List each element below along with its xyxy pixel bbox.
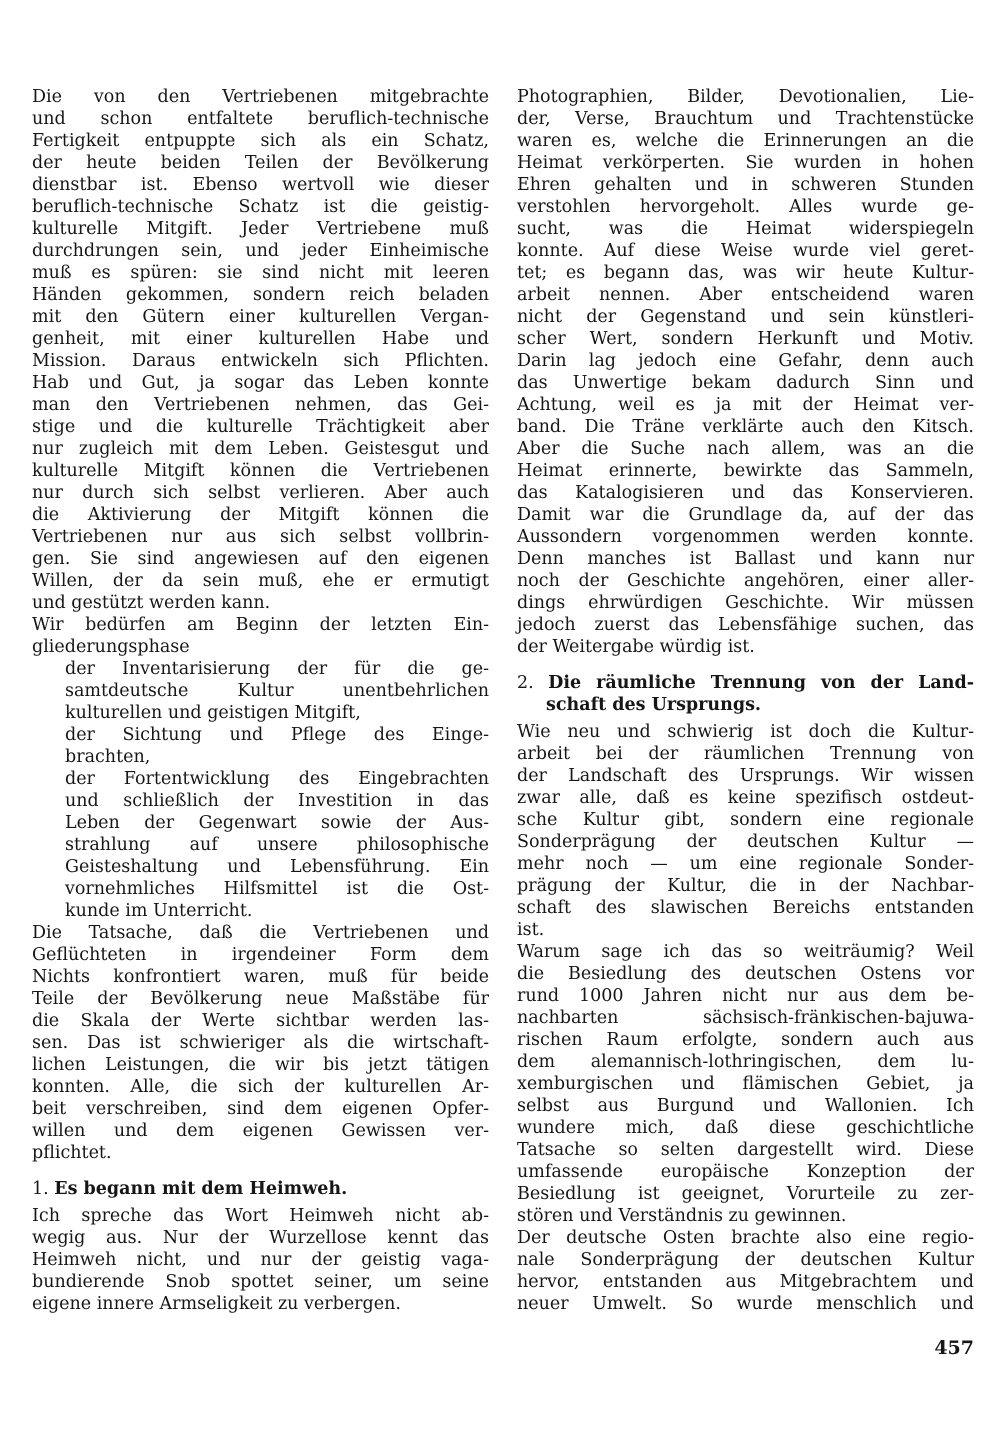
text-line: gliederungsphase — [32, 637, 190, 657]
text-line: hervor, entstanden aus Mitgebrachtem und — [517, 1272, 974, 1292]
text-line: dem alemannisch-lothringischen, dem lu- — [517, 1052, 974, 1072]
paragraph — [32, 922, 489, 1164]
text-line: jedoch zuerst das Lebensfähige suchen, das — [517, 615, 974, 635]
text-line: umfassende europäische Konzeption der — [517, 1162, 974, 1182]
text-line: mehr noch — um eine regionale Sonder- — [517, 854, 974, 874]
text-line: noch der Geschichte angehören, einer aller- — [517, 571, 974, 591]
text-line: konnte. Auf diese Weise wurde viel geret- — [517, 241, 974, 261]
heading-text: schaft des Ursprungs. — [546, 695, 762, 715]
text-line: bundierende Snob spottet seiner, um seine — [32, 1272, 489, 1292]
text-line: Nichts konfrontiert waren, muß für beide — [32, 967, 489, 987]
text-line: vornehmliches Hilfsmittel ist die Ost- — [65, 879, 489, 899]
text-line: Der deutsche Osten brachte also eine regio- — [517, 1228, 974, 1248]
text-line: kulturellen und geistigen Mitgift, — [65, 703, 361, 723]
text-line: Hab und Gut, ja sogar das Leben konnte — [32, 373, 489, 393]
text-line: nicht der Gegenstand und sein künstleri- — [517, 307, 974, 327]
heading-text: Die räumliche Trennung von der Land- — [548, 673, 974, 693]
text-line: Ich spreche das Wort Heimweh nicht ab- — [32, 1206, 489, 1226]
text-line: scher Wert, sondern Herkunft und Motiv. — [517, 329, 974, 349]
text-line — [32, 1178, 489, 1200]
paragraph — [517, 86, 974, 658]
text-line: das Unwertige bekam dadurch Sinn und — [517, 373, 974, 393]
text-line: nur durch sich selbst verlieren. Aber auch — [32, 483, 489, 503]
text-line: arbeit bei der räumlichen Trennung von — [517, 744, 974, 764]
text-line: nur zugleich mit dem Leben. Geistesgut und — [32, 439, 489, 459]
text-line: waren es, welche die Erinnerungen an die — [517, 131, 974, 151]
text-line: prägung der Kultur, die in der Nachbar- — [517, 876, 974, 896]
text-line: Fertigkeit entpuppte sich als ein Schatz, — [32, 131, 489, 151]
text-line: sucht, was die Heimat widerspiegeln — [517, 219, 974, 239]
text-line: der heute beiden Teilen der Bevölkerung — [32, 153, 489, 173]
text-line: kunde im Unterricht. — [65, 901, 253, 921]
text-line: neuer Umwelt. So wurde menschlich und — [517, 1294, 974, 1314]
text-line: zwar alle, daß es keine spezifisch ostdeut- — [517, 788, 974, 808]
text-line: wundere mich, daß diese geschichtliche — [517, 1118, 974, 1138]
text-line: beit verschreiben, sind dem eigenen Opfer- — [32, 1099, 489, 1119]
paragraph — [32, 1205, 489, 1315]
text-line: dings ehrwürdigen Geschichte. Wir müssen — [517, 593, 974, 613]
text-line: mit den Gütern einer kulturellen Vergan- — [32, 307, 489, 327]
text-line: band. Die Träne verklärte auch den Kitsch. — [517, 417, 974, 437]
text-line: der Fortentwicklung des Eingebrachten — [65, 769, 489, 789]
text-line: Teile der Bevölkerung neue Maßstäbe für — [32, 989, 489, 1009]
text-line: Damit war die Grundlage da, auf der das — [517, 505, 974, 525]
text-line: Aber die Suche nach allem, was an die — [517, 439, 974, 459]
text-line: verstohlen hervorgeholt. Alles wurde ge- — [517, 197, 974, 217]
text-line: durchdrungen sein, und jeder Einheimische — [32, 241, 489, 261]
text-line: stige und die kulturelle Trächtigkeit aber — [32, 417, 489, 437]
text-line: arbeit nennen. Aber entscheidend waren — [517, 285, 974, 305]
text-line: willen und dem eigenen Gewissen ver- — [32, 1121, 489, 1141]
paragraph — [32, 86, 489, 614]
text-line: Aussondern vorgenommen werden konnte. — [517, 527, 974, 547]
text-line: Geisteshaltung und Lebensführung. Ein — [65, 857, 489, 877]
text-line: rund 1000 Jahren nicht nur aus dem be- — [517, 986, 974, 1006]
text-line: gen. Sie sind angewiesen auf den eigenen — [32, 549, 489, 569]
text-line: genheit, mit einer kulturellen Habe und — [32, 329, 489, 349]
heading-number: 2. — [517, 673, 549, 693]
text-line — [517, 694, 974, 716]
text-line: Vertriebenen nur aus sich selbst vollbrin- — [32, 527, 489, 547]
text-line: wegig aus. Nur der Wurzellose kennt das — [32, 1228, 489, 1248]
text-line: Besiedlung ist geeignet, Vorurteile zu zer- — [517, 1184, 974, 1204]
text-line: beruflich-technische Schatz ist die geistig- — [32, 197, 489, 217]
text-line: der Sichtung und Pflege des Einge- — [65, 725, 489, 745]
text-line: lichen Leistungen, die wir bis jetzt tätigen — [32, 1055, 489, 1075]
text-line: Photographien, Bilder, Devotionalien, Lie- — [517, 87, 974, 107]
text-line: und schließlich der Investition in das — [65, 791, 489, 811]
text-line: rischen Raum erfolgte, sondern auch aus — [517, 1030, 974, 1050]
text-line — [517, 672, 974, 694]
right-column — [517, 86, 974, 1315]
text-line: sche Kultur gibt, sondern eine regionale — [517, 810, 974, 830]
text-line: Achtung, weil es ja mit der Heimat ver- — [517, 395, 974, 415]
text-line: kulturelle Mitgift. Jeder Vertriebene muß — [32, 219, 489, 239]
page-number: 457 — [934, 1337, 974, 1359]
text-line: Wir bedürfen am Beginn der letzten Ein- — [32, 615, 489, 635]
text-line: Mission. Daraus entwickeln sich Pflichten. — [32, 351, 489, 371]
text-line: xemburgischen und flämischen Gebiet, ja — [517, 1074, 974, 1094]
text-line: pflichtet. — [32, 1143, 112, 1163]
text-line: muß es spüren: sie sind nicht mit leeren — [32, 263, 489, 283]
text-line: Heimat verkörperten. Sie wurden in hohen — [517, 153, 974, 173]
text-line: Heimweh nicht, und nur der geistig vaga- — [32, 1250, 489, 1270]
text-line: Heimat erinnerte, bewirkte das Sammeln, — [517, 461, 974, 481]
text-line: die Aktivierung der Mitgift können die — [32, 505, 489, 525]
left-column — [32, 86, 489, 1315]
text-line: kulturelle Mitgift können die Vertriebenen — [32, 461, 489, 481]
text-line: Leben der Gegenwart sowie der Aus- — [65, 813, 489, 833]
text-line: Darin lag jedoch eine Gefahr, denn auch — [517, 351, 974, 371]
text-line: Geflüchteten in irgendeiner Form dem — [32, 945, 489, 965]
text-line: tet; es begann das, was wir heute Kultur- — [517, 263, 974, 283]
text-line: die Skala der Werte sichtbar werden las- — [32, 1011, 489, 1031]
text-line: Denn manches ist Ballast und kann nur — [517, 549, 974, 569]
heading-number: 1. — [32, 1179, 55, 1199]
text-line: strahlung auf unsere philosophische — [65, 835, 489, 855]
text-line: der, Verse, Brauchtum und Trachtenstücke — [517, 109, 974, 129]
paragraph — [517, 721, 974, 941]
text-line: Händen gekommen, sondern reich beladen — [32, 285, 489, 305]
text-line: Die Tatsache, daß die Vertriebenen und — [32, 923, 489, 943]
text-line: konnten. Alle, die sich der kulturellen Ar- — [32, 1077, 489, 1097]
text-line: eigene innere Armseligkeit zu verbergen. — [32, 1294, 401, 1314]
text-line: man den Vertriebenen nehmen, das Gei- — [32, 395, 489, 415]
text-line: ist. — [517, 920, 545, 940]
text-line: Ehren gehalten und in schweren Stunden — [517, 175, 974, 195]
text-line: und gestützt werden kann. — [32, 593, 271, 613]
text-line: und schon entfaltete beruflich-technische — [32, 109, 489, 129]
text-line: samtdeutsche Kultur unentbehrlichen — [65, 681, 489, 701]
paragraph — [32, 614, 489, 658]
paragraph — [517, 941, 974, 1227]
text-line: das Katalogisieren und das Konservieren. — [517, 483, 974, 503]
text-line: Sonderprägung der deutschen Kultur — — [517, 832, 974, 852]
list-item — [32, 724, 489, 768]
text-line: der Weitergabe würdig ist. — [517, 637, 755, 657]
text-line: Tatsache so selten dargestellt wird. Diese — [517, 1140, 974, 1160]
text-line: Wie neu und schwierig ist doch die Kultur- — [517, 722, 974, 742]
text-line: sen. Das ist schwieriger als die wirtschaft- — [32, 1033, 489, 1053]
text-line: Warum sage ich das so weiträumig? Weil — [517, 942, 974, 962]
text-line: stören und Verständnis zu gewinnen. — [517, 1206, 847, 1226]
text-line: nale Sonderprägung der deutschen Kultur — [517, 1250, 974, 1270]
text-line: Die von den Vertriebenen mitgebrachte — [32, 87, 489, 107]
text-line: selbst aus Burgund und Wallonien. Ich — [517, 1096, 974, 1116]
text-line: brachten, — [65, 747, 151, 767]
section-heading — [517, 672, 974, 716]
text-line: der Inventarisierung der für die ge- — [65, 659, 489, 679]
text-line: der Landschaft des Ursprungs. Wir wissen — [517, 766, 974, 786]
section-heading — [32, 1178, 489, 1200]
list-item — [32, 658, 489, 724]
text-line: dienstbar ist. Ebenso wertvoll wie dieser — [32, 175, 489, 195]
text-line: Willen, der da sein muß, ehe er ermutigt — [32, 571, 489, 591]
text-line: nachbarten sächsisch-fränkischen-bajuwa- — [517, 1008, 974, 1028]
text-line: die Besiedlung des deutschen Ostens vor — [517, 964, 974, 984]
heading-text: Es begann mit dem Heimweh. — [54, 1179, 348, 1199]
paragraph — [517, 1227, 974, 1315]
text-line: schaft des slawischen Bereichs entstanden — [517, 898, 974, 918]
list-item — [32, 768, 489, 922]
